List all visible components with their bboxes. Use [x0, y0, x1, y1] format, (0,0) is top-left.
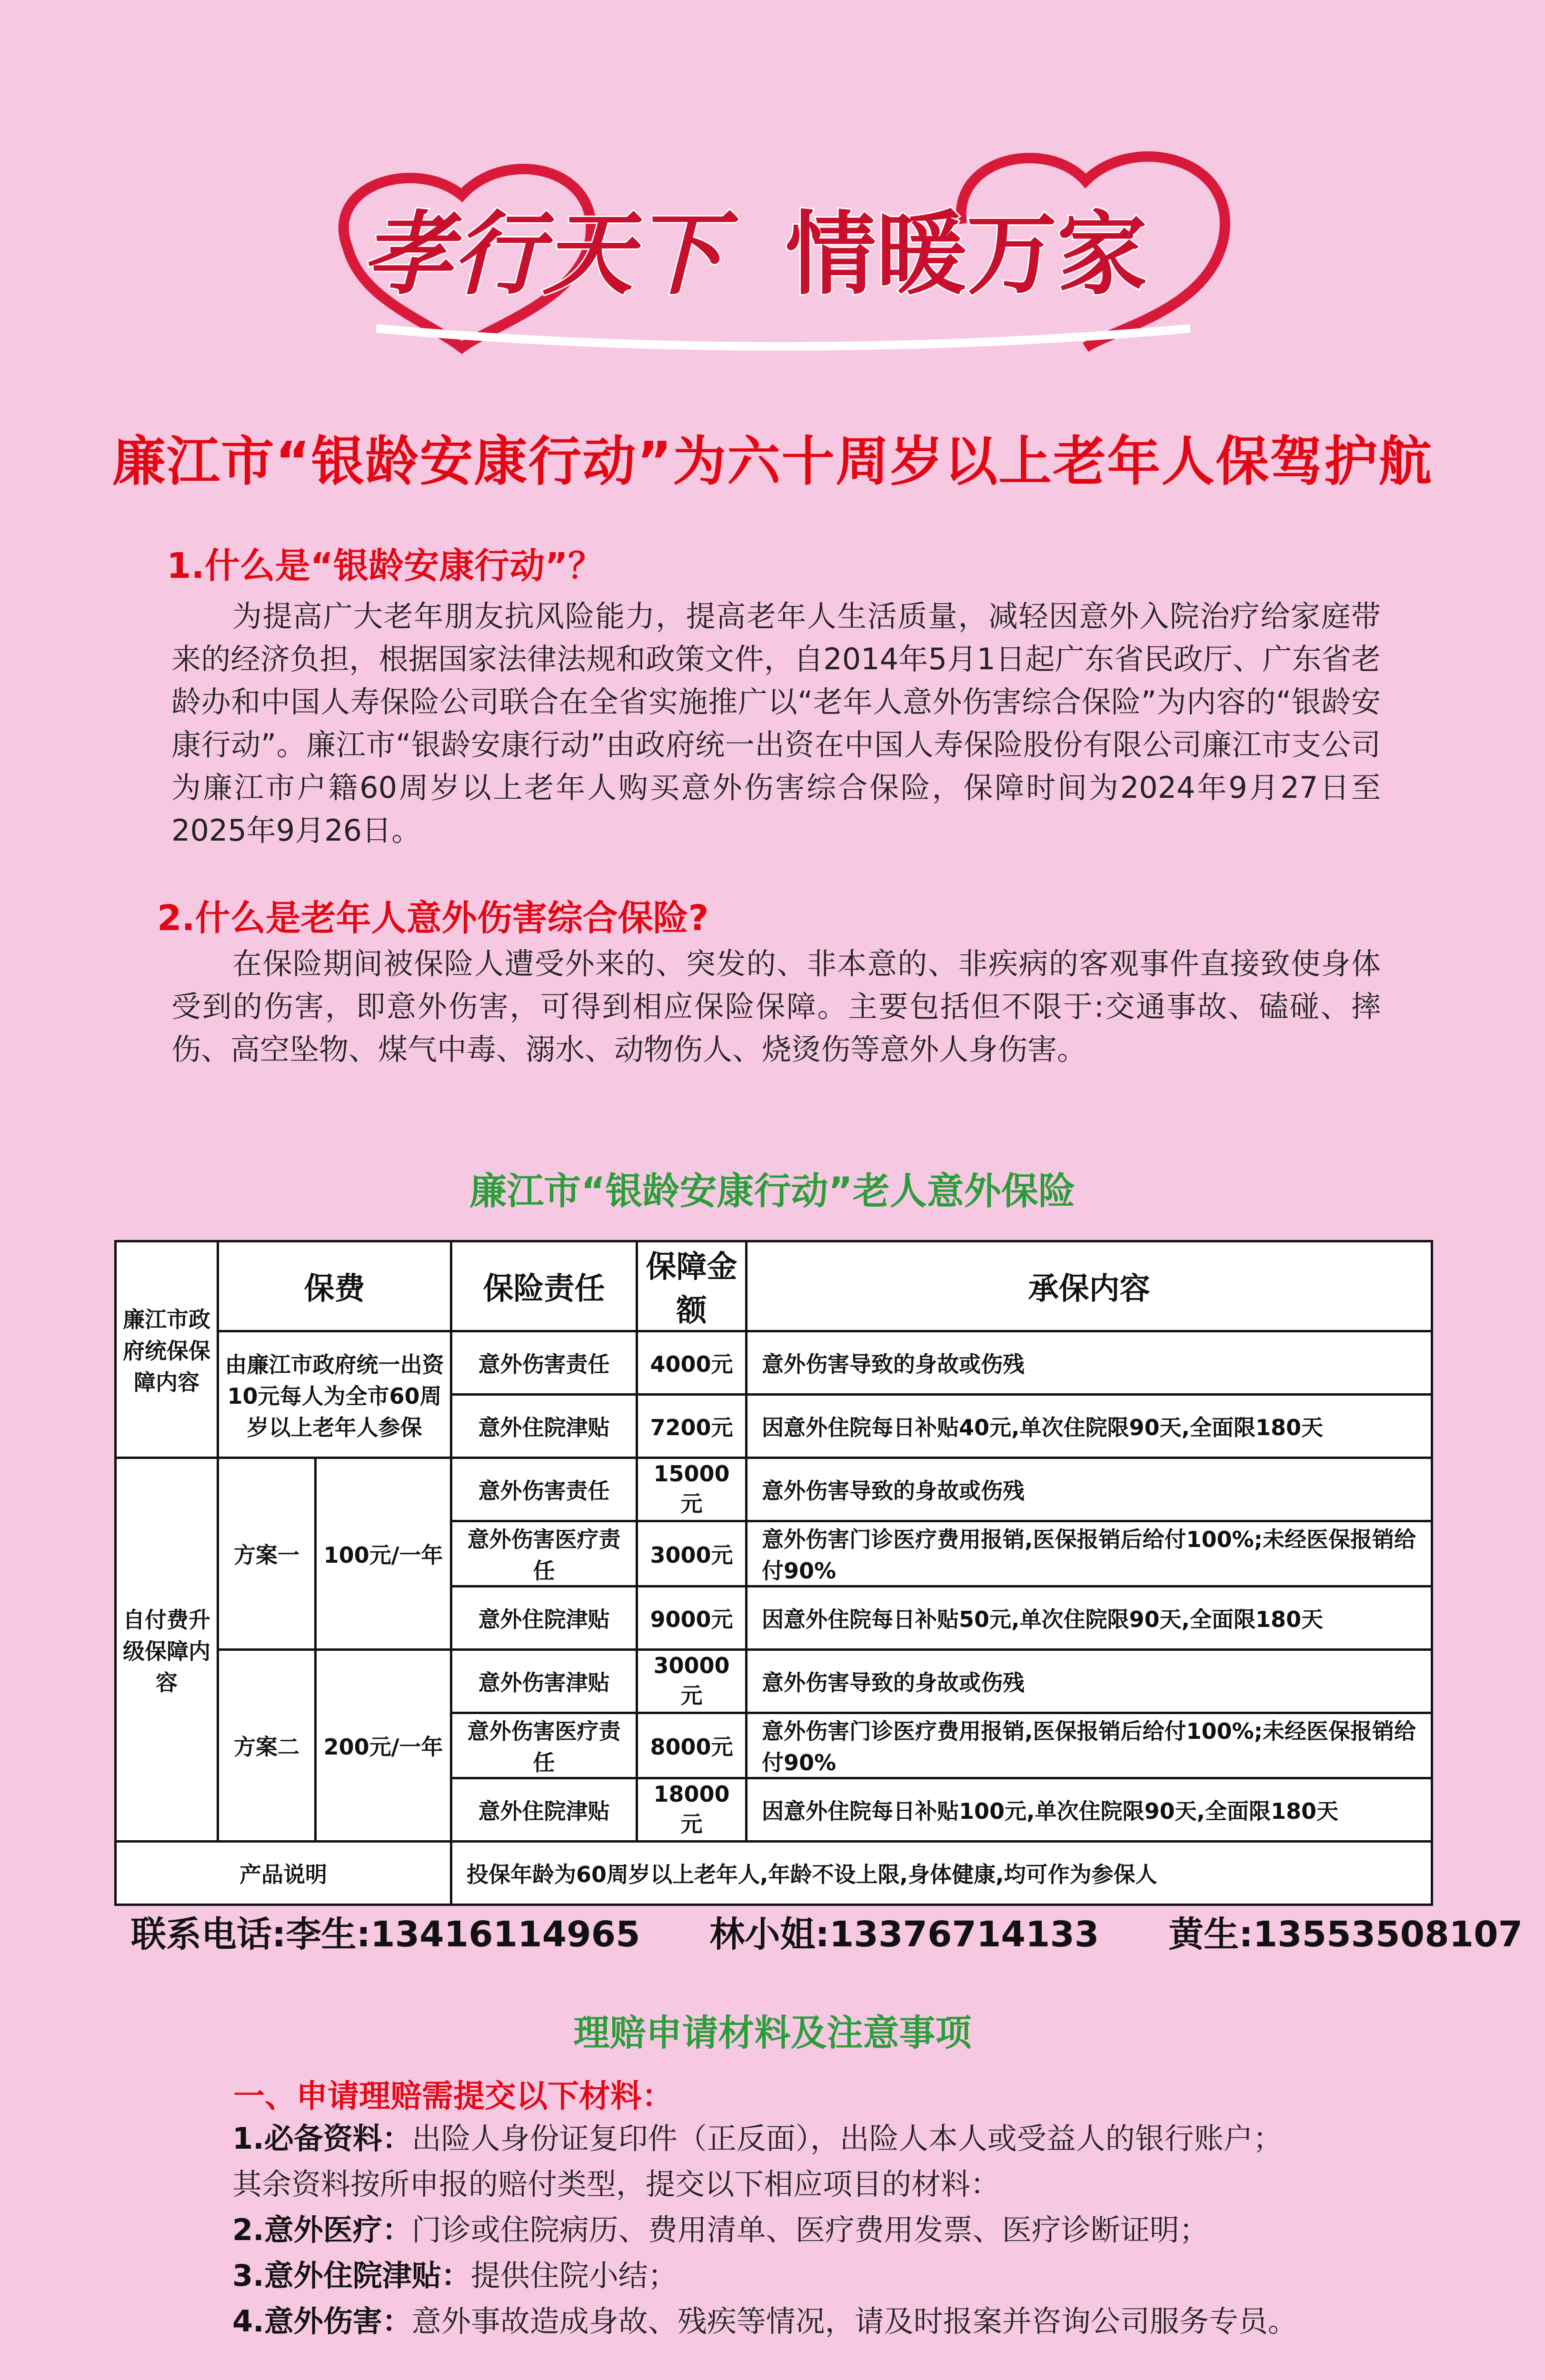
claims-item1-label: 1.必备资料： — [232, 2121, 412, 2156]
contact-phones — [131, 1906, 1545, 1957]
heart-logo-graphic — [305, 129, 1257, 357]
claims-intro: 其余资料按所申报的赔付类型，提交以下相应项目的材料： — [232, 2167, 1000, 2202]
table-cell-content: 意外伤害门诊医疗费用报销,医保报销后给付100%;未经医保报销给付90% — [747, 1713, 1432, 1778]
table-cell-liability: 意外伤害责任 — [451, 1458, 637, 1521]
table-cell-amount: 30000元 — [637, 1650, 747, 1713]
table-cell-amount: 4000元 — [637, 1331, 747, 1395]
header-fee: 保费 — [218, 1241, 451, 1331]
section2-body: 在保险期间被保险人遭受外来的、突发的、非本意的、非疾病的客观事件直接致使身体受到的伤害，即意外伤害，可得到相应保险保障。主要包括但不限于:交通事故、磕碰、摔伤、高空坠物、煤气中毒、溺水、动物伤人、烧烫伤等意外人身伤害。 — [171, 946, 1381, 1067]
logo-text-right: 情暖万家 — [786, 202, 1148, 307]
product-note-label: 产品说明 — [116, 1842, 451, 1905]
plan2-name: 方案二 — [218, 1650, 316, 1842]
table-cell-amount: 7200元 — [637, 1395, 747, 1458]
table-cell-amount: 18000元 — [637, 1778, 747, 1842]
insurance-table — [114, 1240, 1433, 1906]
section1-body: 为提高广大老年朋友抗风险能力，提高老年人生活质量，减轻因意外入院治疗给家庭带来的经济负担，根据国家法律法规和政策文件，自2014年5月1日起广东省民政厅、广东省老龄办和中国人寿保险公司联合在全省实施推广以“老年人意外伤害综合保险”为内容的“银龄安康行动”。廉江市“银龄安康行动”由政府统一出资在中国人寿保险股份有限公司廉江市支公司为廉江市户籍60周岁以上老年人购买意外伤害综合保险，保障时间为2024年9月27日至2025年9月26日。 — [171, 599, 1381, 848]
header-content: 承保内容 — [747, 1241, 1432, 1331]
insurance-table-title: 廉江市“银龄安康行动”老人意外保险 — [469, 1170, 1076, 1213]
table-cell-content: 意外伤害导致的身故或伤残 — [747, 1331, 1432, 1395]
claims-body — [171, 2116, 1381, 2344]
contact-huang: 黄生:13553508107 — [1168, 1914, 1523, 1955]
table-cell-liability: 意外住院津贴 — [451, 1395, 637, 1458]
claims-item3 — [171, 2253, 1381, 2299]
plan2-price: 200元/一年 — [316, 1650, 451, 1842]
table-cell-content: 意外伤害导致的身故或伤残 — [747, 1458, 1432, 1521]
claims-item4 — [171, 2299, 1381, 2344]
table-cell-content: 因意外住院每日补贴50元,单次住院限90天,全面限180天 — [747, 1587, 1432, 1650]
table-cell-amount: 8000元 — [637, 1713, 747, 1778]
table-cell-liability: 意外伤害津贴 — [451, 1650, 637, 1713]
claims-item2-label: 2.意外医疗： — [232, 2212, 412, 2247]
contact-li: 联系电话:李生:13416114965 — [131, 1914, 640, 1955]
logo-text-left: 孝行天下 — [362, 201, 724, 307]
table-cell-amount: 3000元 — [637, 1521, 747, 1587]
plan1-price: 100元/一年 — [316, 1458, 451, 1650]
plan1-name: 方案一 — [218, 1458, 316, 1650]
header-amount: 保障金额 — [637, 1241, 747, 1331]
table-cell-amount: 15000元 — [637, 1458, 747, 1521]
claims-item2 — [171, 2207, 1381, 2253]
claims-item4-text: 意外事故造成身故、残疾等情况，请及时报案并咨询公司服务专员。 — [411, 2304, 1297, 2339]
table-cell-liability: 意外住院津贴 — [451, 1587, 637, 1650]
table-cell-content: 因意外住院每日补贴100元,单次住院限90天,全面限180天 — [747, 1778, 1432, 1842]
claims-item3-text: 提供住院小结； — [470, 2258, 678, 2293]
table-cell-content: 意外伤害导致的身故或伤残 — [747, 1650, 1432, 1713]
claims-item1 — [171, 2116, 1381, 2162]
gov-fee-desc: 由廉江市政府统一出资10元每人为全市60周岁以上老年人参保 — [218, 1331, 451, 1458]
claims-item4-label: 4.意外伤害： — [232, 2304, 412, 2339]
table-cell-amount: 9000元 — [637, 1587, 747, 1650]
header-liability: 保险责任 — [451, 1241, 637, 1331]
claims-part1-heading: 一、申请理赔需提交以下材料： — [233, 2078, 673, 2114]
claims-title: 理赔申请材料及注意事项 — [573, 2012, 972, 2054]
section2-heading: 2.什么是老年人意外伤害综合保险? — [157, 898, 709, 939]
table-cell-content: 因意外住院每日补贴40元,单次住院限90天,全面限180天 — [747, 1395, 1432, 1458]
table-cell-liability: 意外伤害医疗责任 — [451, 1521, 637, 1587]
section1-heading: 1.什么是“银龄安康行动”？ — [167, 545, 603, 586]
table-cell-content: 意外伤害门诊医疗费用报销,医保报销后给付100%;未经医保报销给付90% — [747, 1521, 1432, 1587]
table-cell-liability: 意外伤害医疗责任 — [451, 1713, 637, 1778]
self-coverage-label: 自付费升级保障内容 — [116, 1458, 218, 1842]
product-note-text: 投保年龄为60周岁以上老年人,年龄不设上限,身体健康,均可作为参保人 — [451, 1842, 1432, 1905]
table-cell-liability: 意外伤害责任 — [451, 1331, 637, 1395]
table-cell-liability: 意外住院津贴 — [451, 1778, 637, 1842]
page-title: 廉江市“银龄安康行动”为六十周岁以上老年人保驾护航 — [112, 431, 1433, 493]
claims-item2-text: 门诊或住院病历、费用清单、医疗费用发票、医疗诊断证明； — [411, 2212, 1209, 2247]
header-logo — [305, 129, 1257, 357]
contact-lin: 林小姐:13376714133 — [709, 1914, 1099, 1955]
claims-item1-text: 出险人身份证复印件（正反面），出险人本人或受益人的银行账户； — [411, 2121, 1283, 2156]
gov-coverage-label: 廉江市政府统保保障内容 — [116, 1241, 218, 1458]
claims-item3-label: 3.意外住院津贴： — [232, 2258, 471, 2293]
